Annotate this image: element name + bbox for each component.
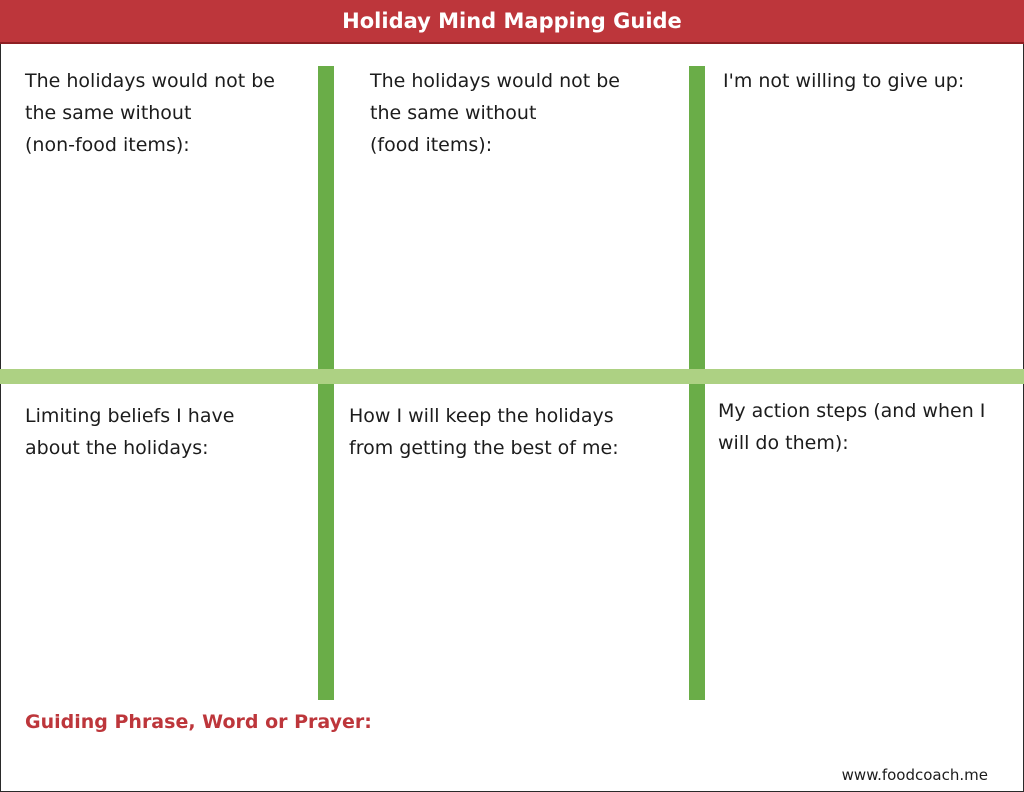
- prompt-limiting-beliefs: Limiting beliefs I have about the holidays:: [25, 405, 235, 459]
- prompt-food-items: The holidays would not be the same without (food items):: [370, 70, 620, 156]
- horizontal-divider: [0, 369, 1024, 384]
- prompt-not-willing-to-give-up: I'm not willing to give up:: [723, 70, 965, 92]
- prompt-action-steps: My action steps (and when I will do them):: [718, 400, 986, 454]
- prompt-non-food-items: The holidays would not be the same without (non-food items):: [25, 70, 275, 156]
- prompt-keep-holidays: How I will keep the holidays from getting the best of me:: [349, 405, 619, 459]
- website-footer: www.foodcoach.me: [841, 766, 988, 784]
- guiding-phrase-label: Guiding Phrase, Word or Prayer:: [25, 711, 372, 733]
- page-title: Holiday Mind Mapping Guide: [0, 0, 1024, 44]
